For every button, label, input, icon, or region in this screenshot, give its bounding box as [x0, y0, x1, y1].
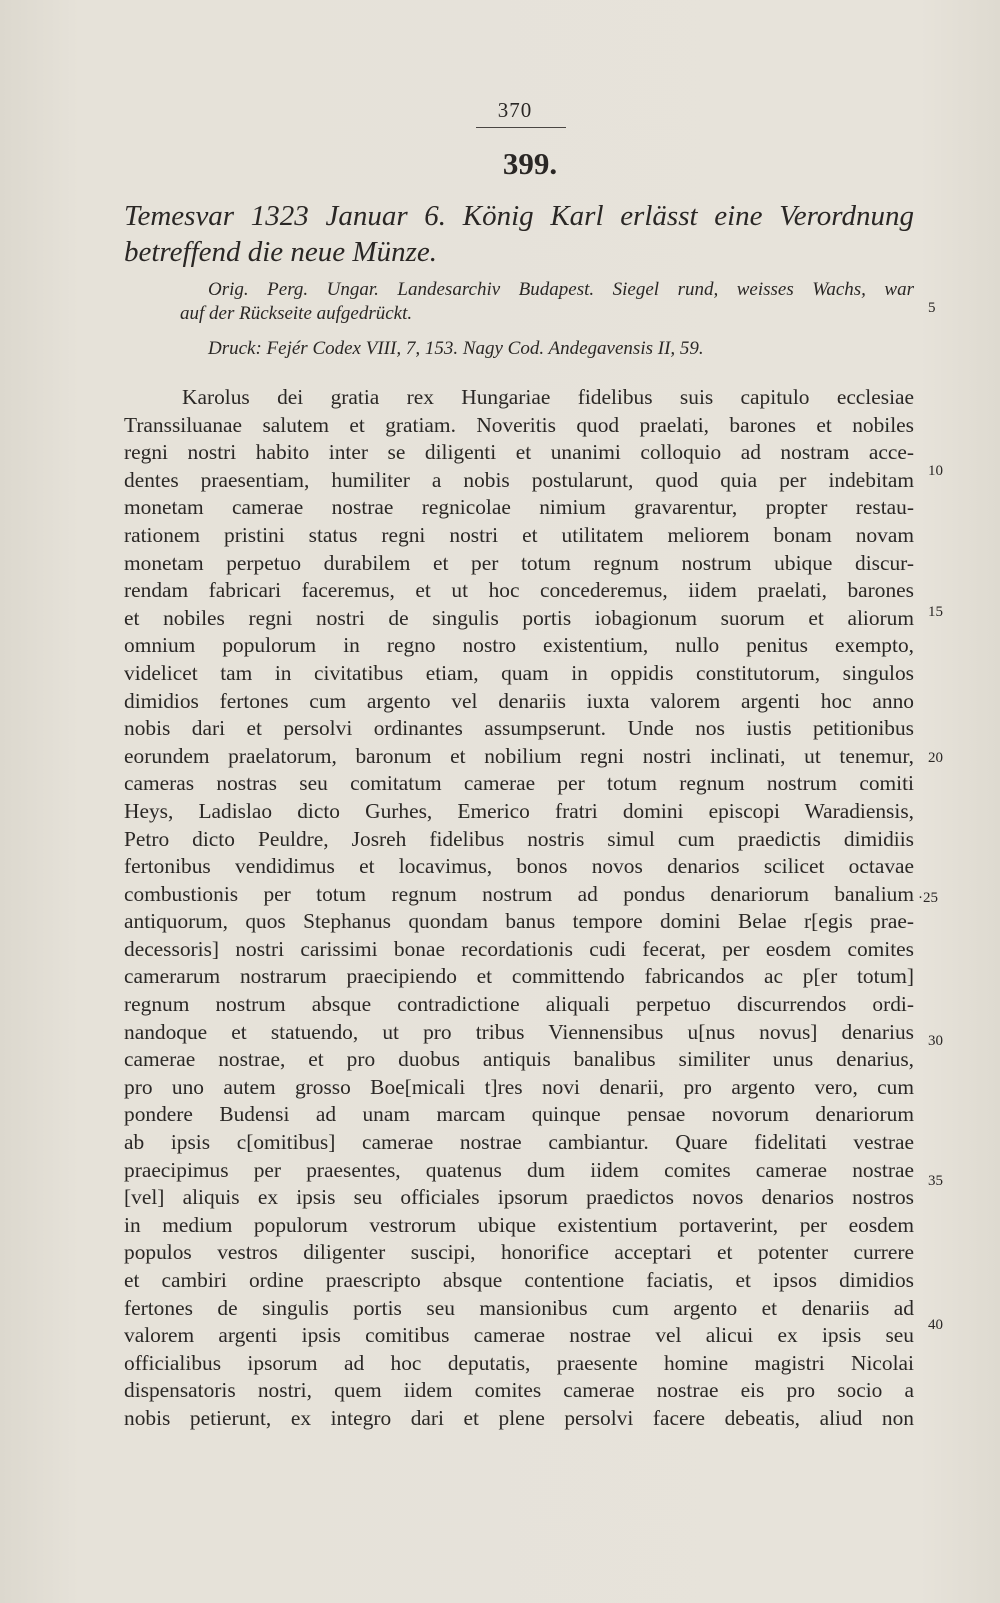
margin-line-number: 10	[928, 463, 943, 479]
text-line: dentes praesentiam, humiliter a nobis postularunt, quod quia per indebitam	[124, 467, 914, 492]
text-line: nandoque et statuendo, ut pro tribus Viennensibus u[nus novus] denarius	[124, 1019, 914, 1044]
source-note	[124, 278, 914, 326]
margin-line-number: 15	[928, 604, 943, 620]
text-line: praecipimus per praesentes, quatenus dum iidem comites camerae nostrae	[124, 1157, 914, 1182]
page-number-rule	[476, 127, 566, 128]
text-line: monetam camerae nostrae regnicolae nimium gravarentur, propter restau-	[124, 495, 914, 520]
text-line: et cambiri ordine praescripto absque contentione faciatis, et ipsos dimidios	[124, 1268, 914, 1292]
text-line: officialibus ipsorum ad hoc deputatis, praesente homine magistri Nicolai	[124, 1350, 914, 1375]
text-line: camerarum nostrarum praecipiendo et committendo fabricandos ac p[er totum]	[124, 964, 914, 989]
margin-line-number: ·25	[918, 890, 938, 906]
text-line: rationem pristini status regni nostri et utilitatem meliorem bonam novam	[124, 522, 914, 547]
text-line: fertonibus vendidimus et locavimus, bonos novos denarios scilicet octavae	[124, 854, 914, 879]
text-line: Transsiluanae salutem et gratiam. Noveritis quod praelati, barones et nobiles	[124, 412, 914, 437]
margin-line-number: 40	[928, 1317, 943, 1333]
text-line: dispensatoris nostri, quem iidem comites camerae nostrae eis pro socio a	[124, 1378, 914, 1403]
text-line: nobis petierunt, ex integro dari et plene persolvi facere debeatis, aliud non	[124, 1405, 914, 1430]
text-line: combustionis per totum regnum nostrum ad pondus denariorum banalium	[124, 881, 914, 906]
text-line: rendam fabricari faceremus, et ut hoc concederemus, iidem praelati, barones	[124, 578, 914, 603]
text-line: fertones de singulis portis seu mansionibus cum argento et denariis ad	[124, 1295, 914, 1320]
text-line: cameras nostras seu comitatum camerae per totum regnum nostrum comiti	[124, 771, 914, 796]
text-line: Heys, Ladislao dicto Gurhes, Emerico fratri domini episcopi Waradiensis,	[124, 798, 914, 823]
document-heading: Temesvar 1323 Januar 6. König Karl erlässt eine Verordnung betreffend die neue Münze.	[124, 200, 914, 268]
text-line: ab ipsis c[omitibus] camerae nostrae cambiantur. Quare fidelitati vestrae	[124, 1130, 914, 1155]
document-number: 399.	[502, 146, 558, 181]
text-line: in medium populorum vestrorum ubique existentium portaverint, per eosdem	[124, 1212, 914, 1237]
text-line: regnum nostrum absque contradictione aliquali perpetuo discurrendos ordi-	[124, 992, 914, 1017]
margin-line-number: 35	[928, 1173, 943, 1189]
text-line: omnium populorum in regno nostro existentium, nullo penitus exempto,	[124, 633, 914, 658]
print-reference: Druck: Fejér Codex VIII, 7, 153. Nagy Cod. Andegavensis II, 59.	[208, 338, 704, 359]
page-number: 370	[497, 98, 533, 122]
text-line: Petro dicto Peuldre, Josreh fidelibus nostris simul cum praedictis dimidiis	[124, 826, 914, 851]
text-line: videlicet tam in civitatibus etiam, quam in oppidis constitutorum, singulos	[124, 660, 914, 685]
text-line: antiquorum, quos Stephanus quondam banus tempore domini Belae r[egis prae-	[124, 909, 914, 934]
text-line: dimidios fertones cum argento vel denariis iuxta valorem argenti hoc anno	[124, 688, 914, 713]
text-line: regni nostri habito inter se diligenti et unanimi colloquio ad nostram acce-	[124, 440, 914, 465]
text-line: nobis dari et persolvi ordinantes assumpserunt. Unde nos iustis petitionibus	[124, 716, 914, 741]
margin-line-number: 5	[928, 300, 936, 316]
source-line: Orig. Perg. Ungar. Landesarchiv Budapest. Siegel rund, weisses Wachs, war	[208, 279, 914, 300]
text-line: Karolus dei gratia rex Hungariae fidelibus suis capitulo ecclesiae	[182, 385, 914, 409]
text-line: pondere Budensi ad unam marcam quinque pensae novorum denariorum	[124, 1102, 914, 1127]
margin-line-number: 30	[928, 1033, 943, 1049]
charter-text	[124, 384, 914, 1433]
text-line: pro uno autem grosso Boe[micali t]res novi denarii, pro argento vero, cum	[124, 1074, 914, 1099]
text-line: populos vestros diligenter suscipi, honorifice acceptari et potenter currere	[124, 1240, 914, 1265]
text-line: decessoris] nostri carissimi bonae recordationis cudi fecerat, per eosdem comites	[124, 936, 914, 961]
text-line: valorem argenti ipsis comitibus camerae nostrae vel alicui ex ipsis seu	[124, 1323, 914, 1348]
margin-line-number: 20	[928, 750, 943, 766]
text-line: [vel] aliquis ex ipsis seu officiales ipsorum praedictos novos denarios nostros	[124, 1185, 914, 1210]
text-line: eorundem praelatorum, baronum et nobilium regni nostri inclinati, ut tenemur,	[124, 743, 914, 768]
text-line: monetam perpetuo durabilem et per totum regnum nostrum ubique discur-	[124, 550, 914, 575]
text-line: et nobiles regni nostri de singulis portis iobagionum suorum et aliorum	[124, 605, 914, 630]
source-line: auf der Rückseite aufgedrückt.	[180, 303, 413, 324]
text-line: camerae nostrae, et pro duobus antiquis banalibus similiter unus denarius,	[124, 1047, 914, 1072]
